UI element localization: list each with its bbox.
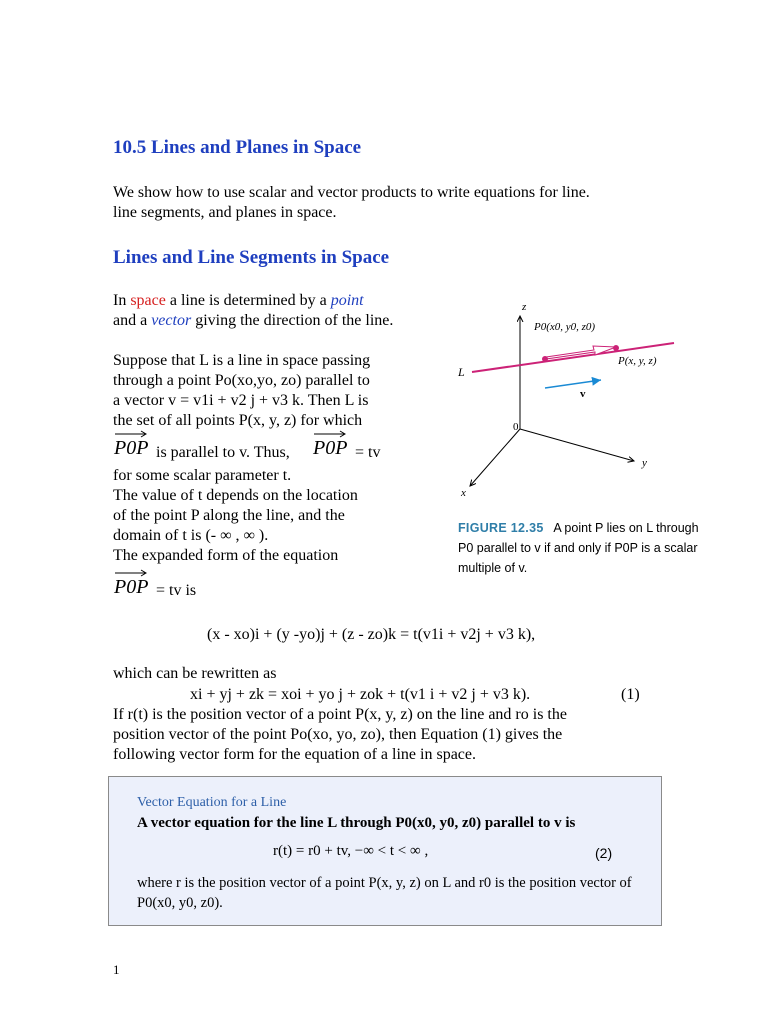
- section-title: 10.5 Lines and Planes in Space: [113, 137, 362, 158]
- para1-line-1: In space a line is determined by a point: [113, 292, 364, 309]
- intro-line-1: We show how to use scalar and vector products to write equations for line.: [113, 184, 590, 201]
- vector-p0p-3: P0P: [114, 576, 148, 599]
- origin-label: 0: [513, 421, 519, 433]
- para3: [113, 705, 673, 765]
- figure-number: FIGURE 12.35: [458, 521, 544, 535]
- subsection-title: Lines and Line Segments in Space: [113, 247, 390, 268]
- figure-caption-text: A point P lies on L through P0 parallel to v if and only if P0P is a scalar multiple of v.: [458, 521, 699, 575]
- intro-paragraph: [113, 183, 673, 223]
- para1-line-2: and a vector giving the direction of the line.: [113, 312, 394, 329]
- vector-word: vector: [151, 312, 192, 329]
- z-label: z: [522, 301, 527, 313]
- para2-line-4: the set of all points P(x, y, z) for which: [113, 412, 363, 429]
- box-subtitle: A vector equation for the line L through P0(x0, y0, z0) parallel to v is: [137, 815, 576, 831]
- vector-equation-box: [108, 776, 662, 926]
- y-label: y: [642, 457, 647, 469]
- space-word: space: [130, 292, 166, 309]
- para2-line-3: a vector v = v1i + v2 j + v3 k. Then L is: [113, 392, 369, 409]
- y-axis: [520, 429, 634, 461]
- intro-line-2: line segments, and planes in space.: [113, 204, 337, 221]
- para3-line-1: If r(t) is the position vector of a point P(x, y, z) on the line and ro is the: [113, 706, 567, 723]
- box-equation: r(t) = r0 + tv, −∞ < t < ∞ ,: [273, 843, 429, 859]
- L-label: L: [458, 365, 465, 379]
- p-label: P(x, y, z): [618, 355, 657, 367]
- arrow-icon: [115, 430, 147, 438]
- vector-p0p-2: P0P: [313, 437, 347, 460]
- rewrite-intro: which can be rewritten as: [113, 665, 277, 682]
- figure-caption: [458, 518, 708, 578]
- box-title: Vector Equation for a Line: [137, 795, 287, 810]
- para3-line-3: following vector form for the equation of a line in space.: [113, 746, 476, 763]
- arrow-icon: [115, 569, 147, 577]
- arrow-icon: [314, 430, 346, 438]
- v-label: v: [580, 388, 586, 400]
- vector-v: [545, 380, 601, 388]
- p0-label: P0(x0, y0, z0): [534, 321, 596, 333]
- box-description: where r is the position vector of a point P(x, y, z) on L and r0 is the position vector of P0(x0, y0, z0).: [137, 875, 632, 911]
- box-equation-number: (2): [595, 845, 613, 861]
- equation-1-number: (1): [621, 686, 640, 703]
- para3-line-2: position vector of the point Po(xo, yo, zo), then Equation (1) gives the: [113, 726, 563, 743]
- expanded-equation: (x - xo)i + (y -yo)j + (z - zo)k = t(v1i + v2j + v3 k),: [207, 626, 536, 643]
- para2-line-6: for some scalar parameter t.: [113, 467, 292, 484]
- para2-line-11-end: = tv is: [156, 582, 197, 599]
- page-number: 1: [113, 962, 120, 977]
- para2-line-1: Suppose that L is a line in space passing: [113, 352, 371, 369]
- point-p0: [542, 356, 548, 362]
- para2-line-5-mid: is parallel to v. Thus,: [156, 444, 290, 461]
- point-word: point: [330, 292, 364, 309]
- para2-line-7: The value of t depends on the location: [113, 487, 358, 504]
- equation-1: xi + yj + zk = xoi + yo j + zok + t(v1 i + v2 j + v3 k).: [190, 686, 531, 703]
- x-axis: [470, 429, 520, 486]
- para2-line-8: of the point P along the line, and the: [113, 507, 345, 524]
- para2-line-9: domain of t is (- ∞ , ∞ ).: [113, 527, 269, 544]
- vector-p0p-1: P0P: [114, 437, 148, 460]
- x-label: x: [461, 487, 466, 499]
- para2-line-2: through a point Po(xo,yo, zo) parallel to: [113, 372, 370, 389]
- para2-line-10: The expanded form of the equation: [113, 547, 339, 564]
- para2-line-5-end: = tv: [355, 444, 381, 461]
- point-p: [613, 345, 619, 351]
